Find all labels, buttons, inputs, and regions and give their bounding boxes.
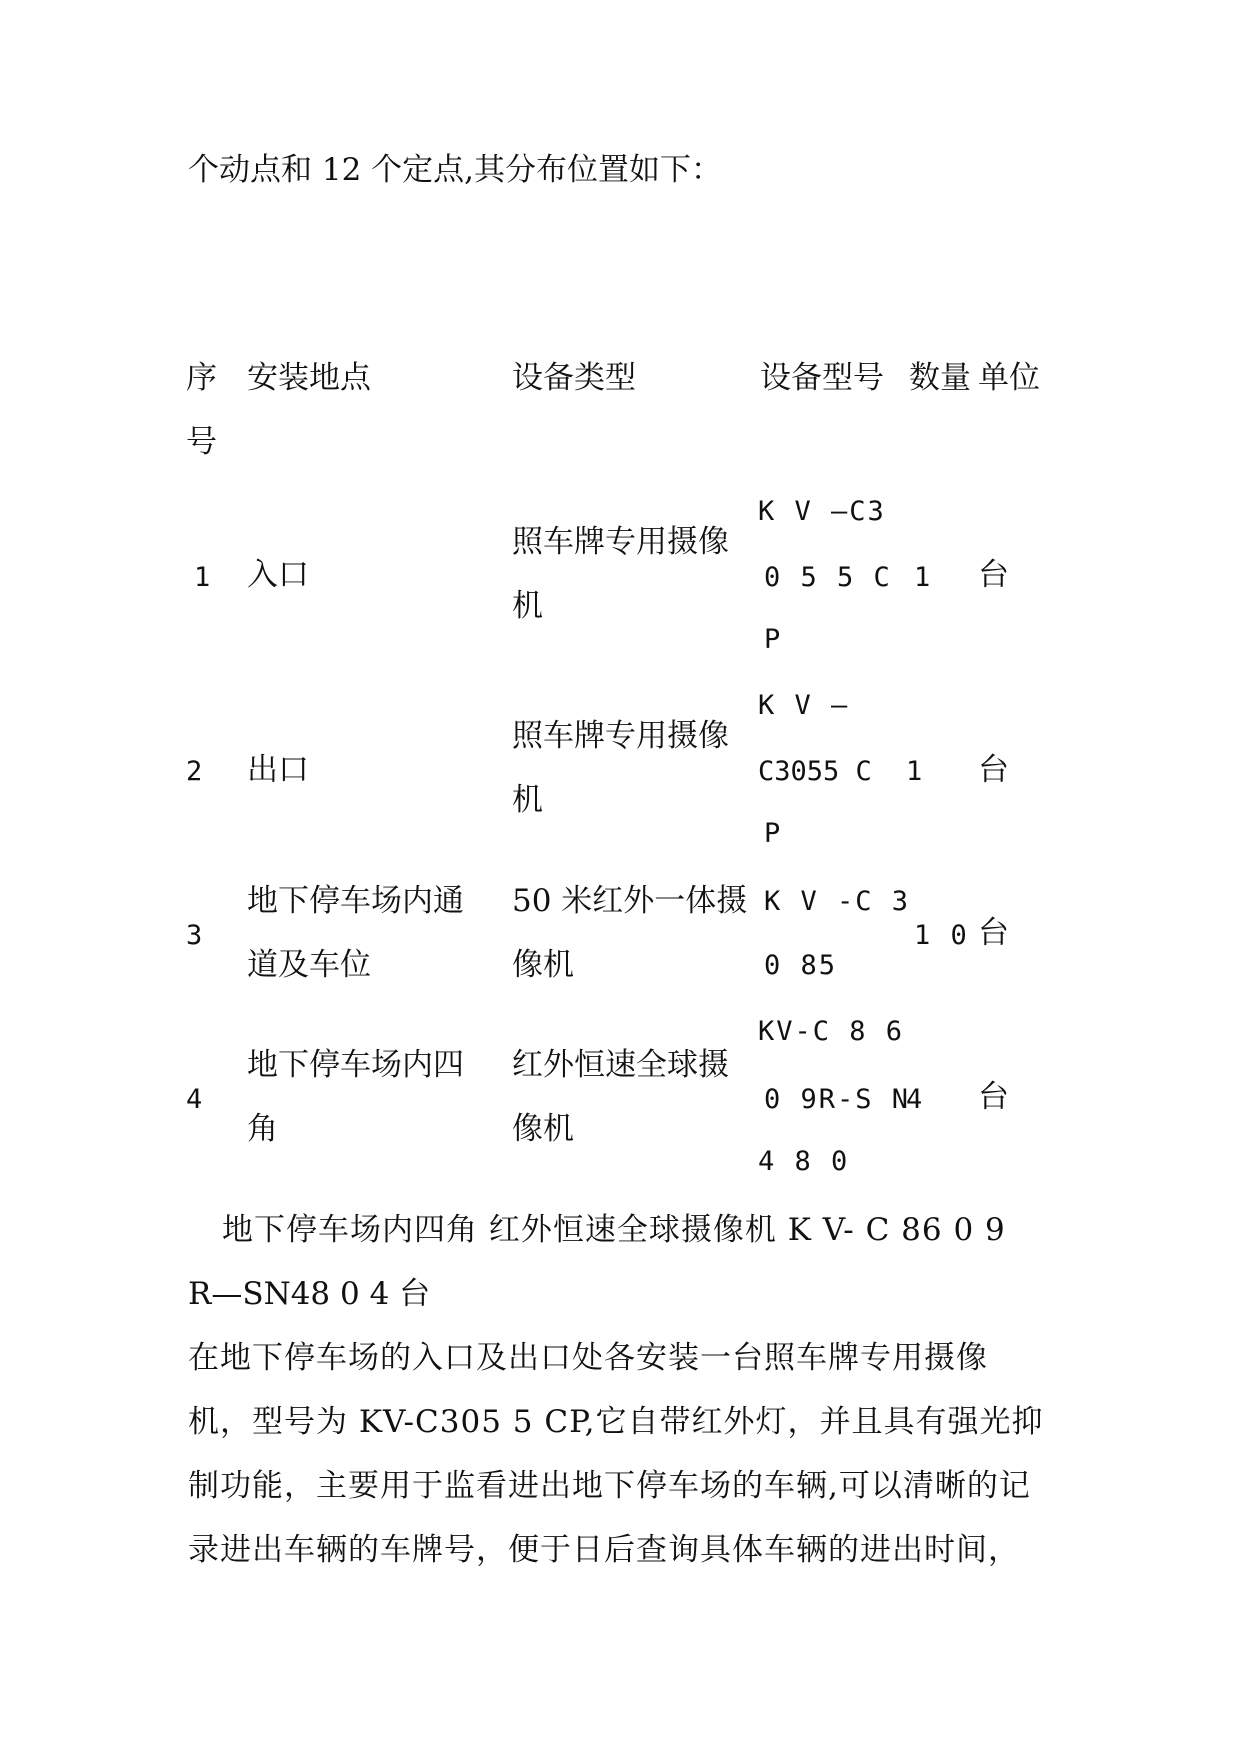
header-seq: 序 (186, 360, 217, 396)
header-location: 安装地点 (247, 360, 371, 396)
row-model: KV-C 8 6 (758, 1016, 905, 1047)
header-seq-2: 号 (186, 424, 217, 460)
row-location: 道及车位 (247, 947, 371, 983)
paragraph-line: 在地下停车场的入口及出口处各安装一台照车牌专用摄像 (188, 1340, 988, 1376)
row-model: 4 8 0 (758, 1146, 850, 1177)
row-type: 照车牌专用摄像 (512, 718, 729, 754)
row-unit: 台 (978, 557, 1009, 593)
row-unit: 台 (978, 1079, 1009, 1115)
row-qty: 1 (906, 756, 925, 787)
row-model: K V — (758, 690, 850, 721)
row-qty: 1 (914, 562, 933, 593)
row-seq: 4 (186, 1084, 205, 1115)
row-unit: 台 (978, 915, 1009, 951)
row-type: 机 (512, 782, 543, 818)
row-model: P (764, 818, 783, 849)
row-type: 照车牌专用摄像 (512, 524, 729, 560)
header-model: 设备型号 (760, 360, 884, 396)
header-qty: 数量 (909, 360, 971, 396)
row-model: 0 85 (764, 950, 838, 981)
row-type: 50 米红外一体摄 (512, 883, 748, 919)
paragraph-line: 制功能，主要用于监看进出地下停车场的车辆,可以清晰的记 (188, 1468, 1031, 1504)
row-model: K V -C 3 (764, 886, 911, 917)
paragraph-line: 机，型号为 KV-C305 5 CP,它自带红外灯，并且具有强光抑 (188, 1404, 1044, 1440)
row-seq: 1 (194, 562, 213, 593)
row-type: 红外恒速全球摄 (512, 1047, 729, 1083)
row-type: 像机 (512, 1111, 574, 1147)
row-model: 0 5 5 C (764, 562, 892, 593)
row-model: P (764, 624, 783, 655)
extra-line: R—SN48 0 4 台 (188, 1276, 431, 1312)
row-qty: 1 0 (914, 920, 969, 951)
row-location: 地下停车场内四 (247, 1047, 464, 1083)
row-qty: 4 (906, 1084, 925, 1115)
row-type: 像机 (512, 947, 574, 983)
header-type: 设备类型 (512, 360, 636, 396)
extra-line: 地下停车场内四角 红外恒速全球摄像机 K V- C 86 0 9 (222, 1212, 1006, 1248)
row-location: 角 (247, 1111, 278, 1147)
row-unit: 台 (978, 752, 1009, 788)
row-seq: 2 (186, 756, 205, 787)
row-type: 机 (512, 588, 543, 624)
header-unit: 单位 (978, 360, 1040, 396)
row-model: 0 9R-S N (764, 1084, 911, 1115)
row-seq: 3 (186, 920, 205, 951)
row-model: K V —C3 (758, 496, 886, 527)
paragraph-line: 录进出车辆的车牌号，便于日后查询具体车辆的进出时间， (188, 1532, 1020, 1568)
row-location: 地下停车场内通 (247, 883, 464, 919)
row-model: C3055 C (758, 756, 872, 787)
row-location: 入口 (247, 557, 309, 593)
intro-line: 个动点和 12 个定点,其分布位置如下： (188, 152, 723, 188)
row-location: 出口 (247, 752, 309, 788)
